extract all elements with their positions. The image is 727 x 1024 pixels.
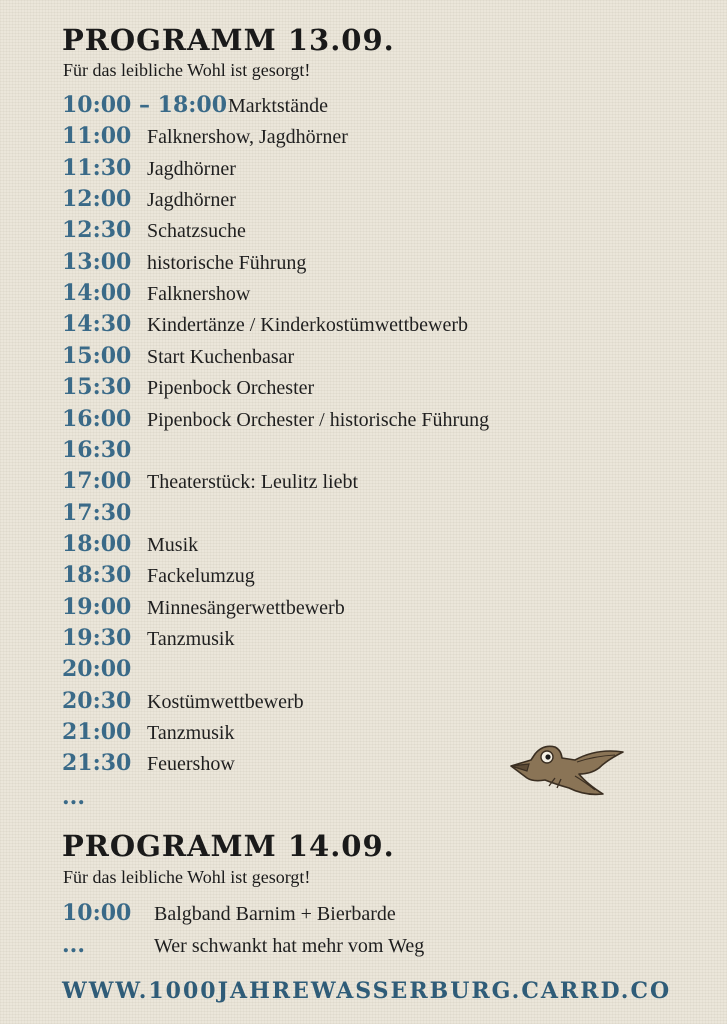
time-label: 21:00 <box>62 719 132 745</box>
event-label: Theaterstück: Leulitz liebt <box>147 471 359 494</box>
time-label: 20:00 <box>62 656 132 683</box>
time-label: 14:00 <box>62 280 132 307</box>
event-label: Marktstände <box>228 95 328 117</box>
bird-icon <box>505 738 630 802</box>
website-link[interactable]: WWW.1000JAHREWASSERBURG.CARRD.CO <box>62 978 672 1004</box>
event-label: Feuershow <box>147 753 235 776</box>
schedule-row <box>62 247 682 277</box>
schedule-row <box>62 153 682 183</box>
event-label: Wer schwankt hat mehr vom Weg <box>154 935 425 957</box>
time-label: 16:30 <box>62 436 132 463</box>
time-label: 11:00 <box>62 123 132 150</box>
time-label: 17:30 <box>62 499 132 526</box>
schedule-row <box>62 90 682 120</box>
schedule-row <box>62 215 682 245</box>
event-label: Falknershow <box>147 283 251 306</box>
event-label: Kindertänze / Kinderkostümwettbewerb <box>147 314 469 337</box>
day1-ellipsis: ... <box>62 784 85 810</box>
event-label: Jagdhörner <box>147 157 236 180</box>
event-label: Start Kuchenbasar <box>147 345 295 368</box>
event-label: Schatzsuche <box>147 220 246 243</box>
time-label: 14:30 <box>62 311 132 338</box>
event-label: Tanzmusik <box>147 722 235 744</box>
schedule-row <box>62 654 682 684</box>
event-label: Pipenbock Orchester / historische Führung <box>147 408 490 431</box>
time-label: 18:00 <box>62 530 132 557</box>
schedule-row <box>62 121 682 151</box>
day1-heading: PROGRAMM 13.09. <box>62 23 395 57</box>
schedule-row <box>62 309 682 339</box>
event-label: Minnesängerwettbewerb <box>147 596 345 619</box>
event-label: Fackelumzug <box>147 565 255 588</box>
schedule-row <box>62 435 682 465</box>
time-label: 13:00 <box>62 248 132 275</box>
time-label: 15:30 <box>62 374 132 401</box>
time-label: 18:30 <box>62 562 132 589</box>
event-label: Balgband Barnim + Bierbarde <box>154 903 396 925</box>
event-label: Falknershow, Jagdhörner <box>147 126 348 149</box>
time-label: 10:00 – 18:00 <box>62 92 228 118</box>
event-label: historische Führung <box>147 251 307 274</box>
event-label: Musik <box>147 533 199 556</box>
time-label: 11:30 <box>62 154 132 181</box>
time-label: 10:00 <box>62 900 132 926</box>
schedule-row <box>62 498 682 528</box>
schedule-row <box>62 404 682 434</box>
schedule-row <box>62 686 682 716</box>
schedule-row <box>62 372 682 402</box>
time-label: 16:00 <box>62 405 132 432</box>
time-label: 17:00 <box>62 468 132 495</box>
time-label: 12:00 <box>62 186 132 213</box>
time-label: 20:30 <box>62 687 132 714</box>
day1-subtitle: Für das leibliche Wohl ist gesorgt! <box>63 60 311 80</box>
time-label: 12:30 <box>62 217 132 244</box>
schedule-row <box>62 623 682 653</box>
time-label: 15:00 <box>62 342 132 369</box>
schedule-row <box>62 341 682 371</box>
schedule-row <box>62 466 682 496</box>
day2-subtitle: Für das leibliche Wohl ist gesorgt! <box>63 867 311 887</box>
time-label: 21:30 <box>62 750 132 777</box>
time-label: 19:30 <box>62 624 132 651</box>
schedule-row <box>62 560 682 590</box>
schedule-row <box>62 930 682 960</box>
event-label: Jagdhörner <box>147 189 236 212</box>
event-label: Kostümwettbewerb <box>147 690 304 713</box>
event-label: Pipenbock Orchester <box>147 377 315 400</box>
day2-heading: PROGRAMM 14.09. <box>62 829 395 863</box>
schedule-row <box>62 592 682 622</box>
event-label: Tanzmusik <box>147 627 235 650</box>
schedule-row <box>62 898 682 928</box>
time-label: ... <box>62 932 85 958</box>
schedule-row <box>62 529 682 559</box>
schedule-row <box>62 278 682 308</box>
schedule-row <box>62 184 682 214</box>
time-label: 19:00 <box>62 593 132 620</box>
